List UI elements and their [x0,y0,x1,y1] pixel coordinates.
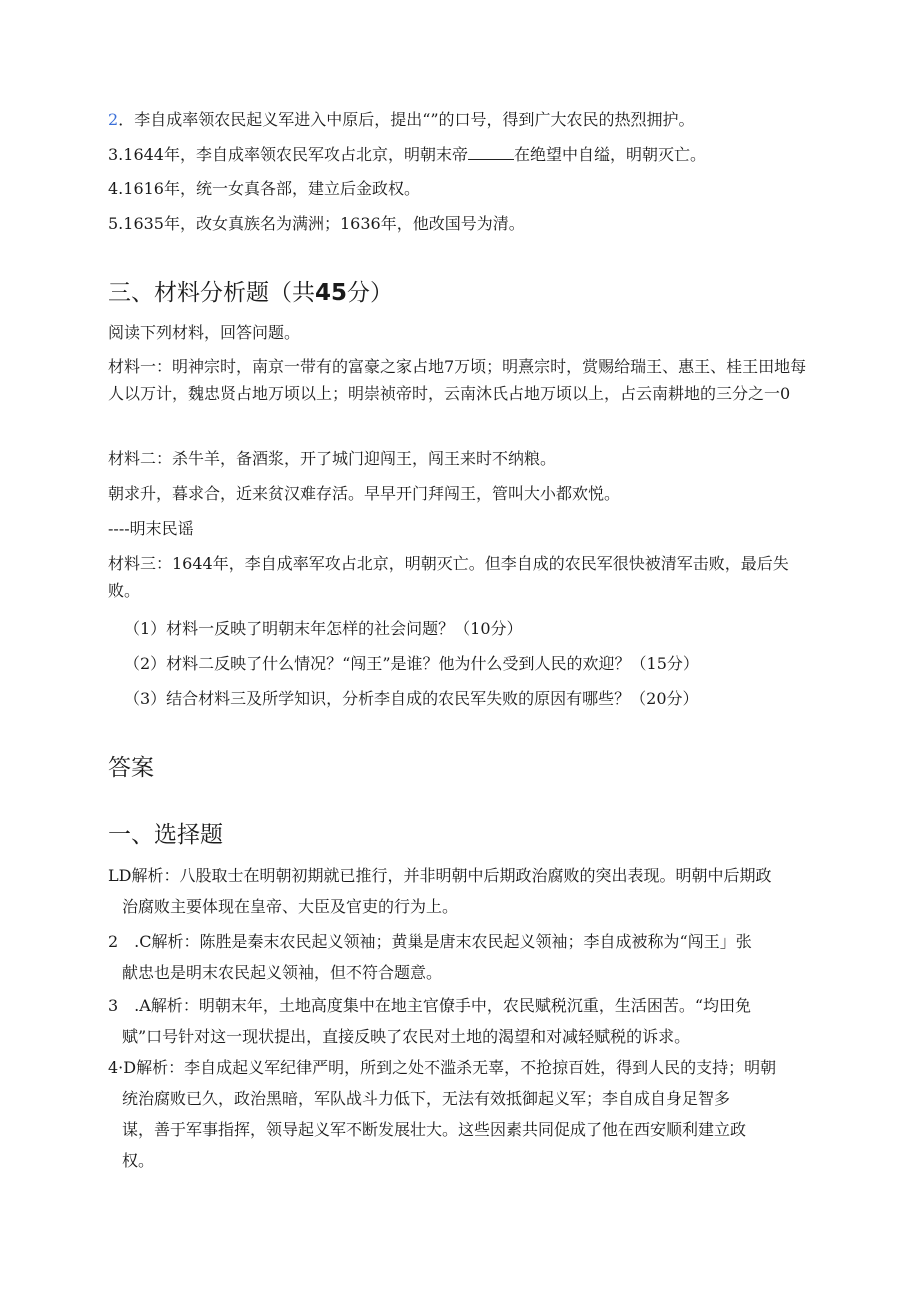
section-3-title: 三、材料分析题（共45分） [108,280,394,306]
answer-title: 答案 [108,755,154,781]
answer-1: LD解析：八股取士在明朝初期就已推行，并非明朝中后期政治腐败的突出表现。明朝中后期政 治腐败主要体现在皇帝、大臣及官吏的行为上。 [108,866,772,916]
question-number: 2 [108,110,119,129]
answer-4: 4·D解析：李自成起义军纪律严明，所到之处不滥杀无辜，不抢掠百姓，得到人民的支持；明朝 统治腐败已久，政治黑暗，军队战斗力低下，无法有效抵御起义军；李自成自身足智多 谋，善于军事指挥，领导起义军不断发展壮大。这些因素共同促成了他在西安顺利建立政 权。 [108,1058,777,1170]
sub-question-3: （3）结合材料三及所学知识，分析李自成的农民军失败的原因有哪些？（20分） [124,689,699,708]
fill-question-4: 4.1616年，统一女真各部，建立后金政权。 [108,179,420,198]
material-2-line-1: 材料二：杀牛羊，备酒浆，开了城门迎闯王，闯王来时不纳粮。 [108,449,557,468]
material-2-line-2: 朝求升，暮求合，近来贫汉难存活。早早开门拜闯王，管叫大小都欢悦。 [108,484,621,503]
answer-3: 3 .A解析：明朝末年，土地高度集中在地主官僚手中，农民赋税沉重，生活困苦。“均田免 赋”口号针对这一现状提出，直接反映了农民对土地的渴望和对减轻赋税的诉求。 [108,996,752,1046]
fill-question-5: 5.1635年，改女真族名为满洲；1636年，他改国号为清。 [108,214,525,233]
fill-question-3 [108,145,706,165]
question-text-post: 在绝望中自缢，明朝灭亡。 [514,145,707,164]
fill-question-2 [108,110,695,130]
material-3: 材料三：1644年，李自成率军攻占北京，明朝灭亡。但李自成的农民军很快被清军击败，最后失败。 [108,554,789,600]
answer-2: 2 .C解析：陈胜是秦末农民起义领袖；黄巢是唐末农民起义领袖；李自成被称为“闯王」张 献忠也是明末农民起义领袖，但不符合题意。 [108,932,752,982]
material-2-source: ----明末民谣 [108,519,194,538]
answer-section-1-title: 一、选择题 [108,822,223,848]
section-3-intro: 阅读下列材料，回答问题。 [108,323,301,342]
question-text: ．李自成率领农民起义军进入中原后，提出“”的口号，得到广大农民的热烈拥护。 [118,110,695,129]
answer-blank [468,145,514,160]
sub-question-1: （1）材料一反映了明朝末年怎样的社会问题？（10分） [124,619,523,638]
material-1: 材料一：明神宗时，南京一带有的富豪之家占地7万顷；明熹宗时，赏赐给瑞王、惠王、桂王田地每人以万计，魏忠贤占地万顷以上；明崇祯帝时，云南沐氏占地万顷以上，占云南耕地的三分之一0 [108,357,807,403]
question-text-pre: 3.1644年，李自成率领农民军攻占北京，明朝末帝 [108,145,468,164]
sub-question-2: （2）材料二反映了什么情况？“闯王”是谁？他为什么受到人民的欢迎？（15分） [124,654,699,673]
